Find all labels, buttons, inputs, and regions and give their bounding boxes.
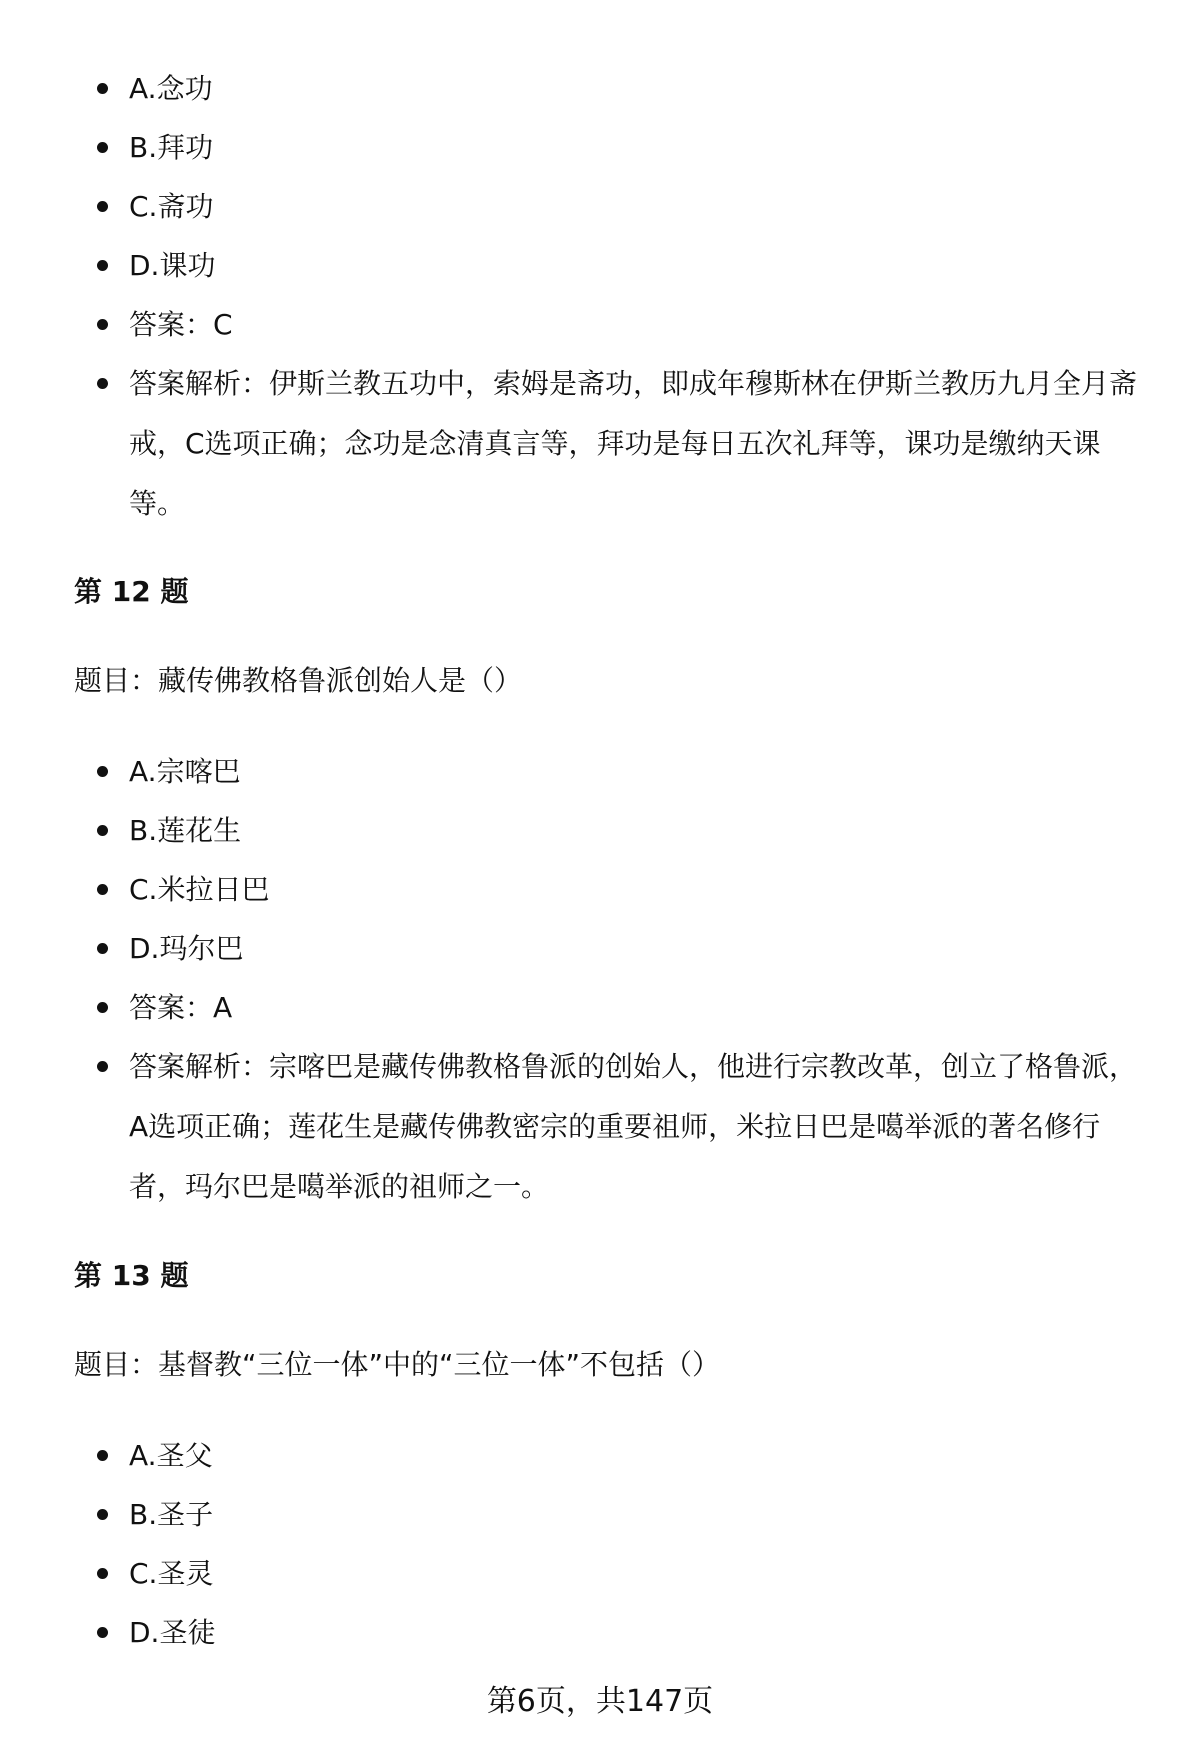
q11-option-a: A.念功 [0,59,1200,118]
q13-option-a: A.圣父 [0,1426,1200,1485]
q13-option-list [0,1426,1200,1662]
q12-option-c: C.米拉日巴 [0,860,1200,919]
page-number-footer: 第6页，共147页 [486,1684,714,1719]
q12-heading: 第 12 题 [74,575,189,608]
q11-option-d: D.课功 [0,236,1200,295]
q12-option-list [0,742,1200,1217]
q12-stem: 题目：藏传佛教格鲁派创始人是（） [74,664,523,697]
q12-option-d: D.玛尔巴 [0,919,1200,978]
q12-option-b: B.莲花生 [0,801,1200,860]
q13-heading: 第 13 题 [74,1259,189,1292]
q12-option-a: A.宗喀巴 [0,742,1200,801]
q12-answer: 答案：A [0,978,1200,1037]
q11-option-list [0,59,1200,534]
q11-analysis: 答案解析：伊斯兰教五功中，索姆是斋功，即成年穆斯林在伊斯兰教历九月全月斋戒，C选项正确；念功是念清真言等，拜功是每日五次礼拜等，课功是缴纳天课等。 [0,354,1139,534]
q11-option-b: B.拜功 [0,118,1200,177]
q13-option-b: B.圣子 [0,1485,1200,1544]
q13-option-c: C.圣灵 [0,1544,1200,1603]
q13-stem: 题目：基督教“三位一体”中的“三位一体”不包括（） [74,1348,721,1381]
q11-option-c: C.斋功 [0,177,1200,236]
q12-analysis: 答案解析：宗喀巴是藏传佛教格鲁派的创始人，他进行宗教改革，创立了格鲁派，A选项正确；莲花生是藏传佛教密宗的重要祖师，米拉日巴是噶举派的著名修行者，玛尔巴是噶举派的祖师之一。 [0,1037,1139,1217]
q13-option-d: D.圣徒 [0,1603,1200,1662]
q11-answer: 答案：C [0,295,1200,354]
